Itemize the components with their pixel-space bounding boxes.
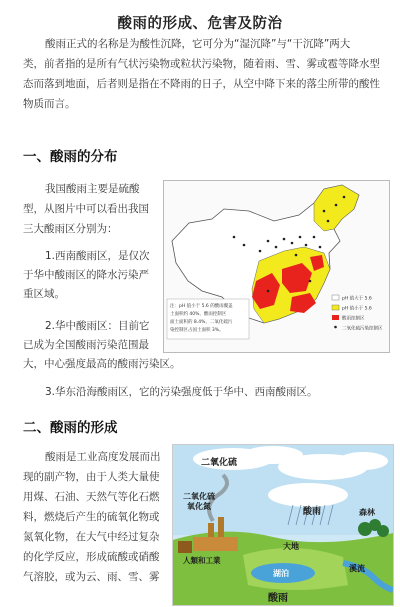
s1-para-line-3: 三大酸雨区分别为： (23, 223, 118, 235)
s2-line-6: 的化学反应，形成硫酸或硝酸 (23, 551, 160, 563)
label-land: 大地 (283, 542, 299, 551)
acid-rain-map (163, 180, 390, 353)
s1-item2-line-1: 2.华中酸雨区：目前它 (45, 320, 150, 332)
formation-illustration (173, 445, 393, 605)
map-note-1: 注：pH 值小于 5.6 的酸雨覆盖 (170, 304, 233, 309)
legend-2: pH 值小于 5.6 (342, 306, 372, 312)
s2-line-3: 用煤、石油、天然气等化石燃 (23, 491, 160, 503)
intro-line-2: 类，前者指的是所有气状污染物或粒状污染物，随着雨、雪、雾或雹等降水型 (23, 58, 380, 70)
label-people-industry: 人類和工業 (183, 556, 221, 565)
intro-line-4: 物质而言。 (23, 98, 76, 110)
s1-item2-line-2: 已成为全国酸雨污染范围最 (23, 339, 149, 351)
intro-line-3: 态而落到地面，后者则是指在不降雨的日子，从空中降下来的落尘所带的酸性 (23, 78, 380, 90)
s2-line-4: 料，燃烧后产生的硫氧化物或 (23, 511, 160, 523)
legend-4: 二氧化硫污染控制区 (342, 326, 383, 332)
legend-3: 酸雨控制区 (342, 316, 365, 322)
s2-line-1: 酸雨是工业高度发展而出 (45, 451, 161, 463)
map-note-3: 面土面积的 8.4%，二氧化硫污 (170, 320, 233, 325)
label-caption: 酸雨 (268, 593, 288, 604)
label-lake: 湖泊 (273, 569, 289, 578)
map-note-4: 染控制区占国土面积 3%。 (170, 328, 224, 333)
label-no: 氧化氮 (187, 502, 211, 511)
page-title: 酸雨的形成、危害及防治 (117, 16, 283, 32)
section1-heading: 一、酸雨的分布 (23, 149, 118, 165)
label-forest: 森林 (359, 508, 375, 517)
label-acid-rain: 酸雨 (303, 507, 322, 517)
s1-para-line-2: 型，从图片中可以看出我国 (23, 203, 149, 215)
s2-line-5: 氮氧化物，在大气中经过复杂 (23, 531, 160, 543)
map-note-2: 土面积约 40%，酸雨控制区 (170, 312, 227, 317)
s1-item2-line-3: 大，中心强度最高的酸雨污染区。 (23, 358, 181, 370)
s2-line-2: 现的副产物，由于人类大量使 (23, 471, 160, 483)
label-so2: 二氧化硫 (183, 492, 215, 501)
acid-rain-formation-diagram (172, 444, 394, 606)
legend-1: pH 值大于 5.6 (342, 296, 372, 302)
label-river: 溪流 (349, 564, 365, 573)
s1-item3: 3.华东沿海酸雨区，它的污染强度低于华中、西南酸雨区。 (45, 386, 318, 398)
s1-item1-line-1: 1.西南酸雨区，是仅次 (45, 250, 150, 262)
northeast-region (314, 185, 359, 231)
label-so2-top: 二氧化硫 (201, 458, 238, 468)
section2-heading: 二、酸雨的形成 (23, 420, 118, 436)
map-legend (332, 295, 383, 332)
s2-line-7: 气溶胶，或为云、雨、雪、雾 (23, 571, 160, 583)
intro-line-1: 酸雨正式的名称是为酸性沉降，它可分为“湿沉降”与“干沉降”两大 (45, 38, 351, 50)
s1-item1-line-3: 重区域。 (23, 288, 65, 300)
china-map-graphic (164, 181, 389, 352)
s1-item1-line-2: 于华中酸雨区的降水污染严 (23, 269, 149, 281)
s1-para-line-1: 我国酸雨主要是硫酸 (45, 183, 140, 195)
